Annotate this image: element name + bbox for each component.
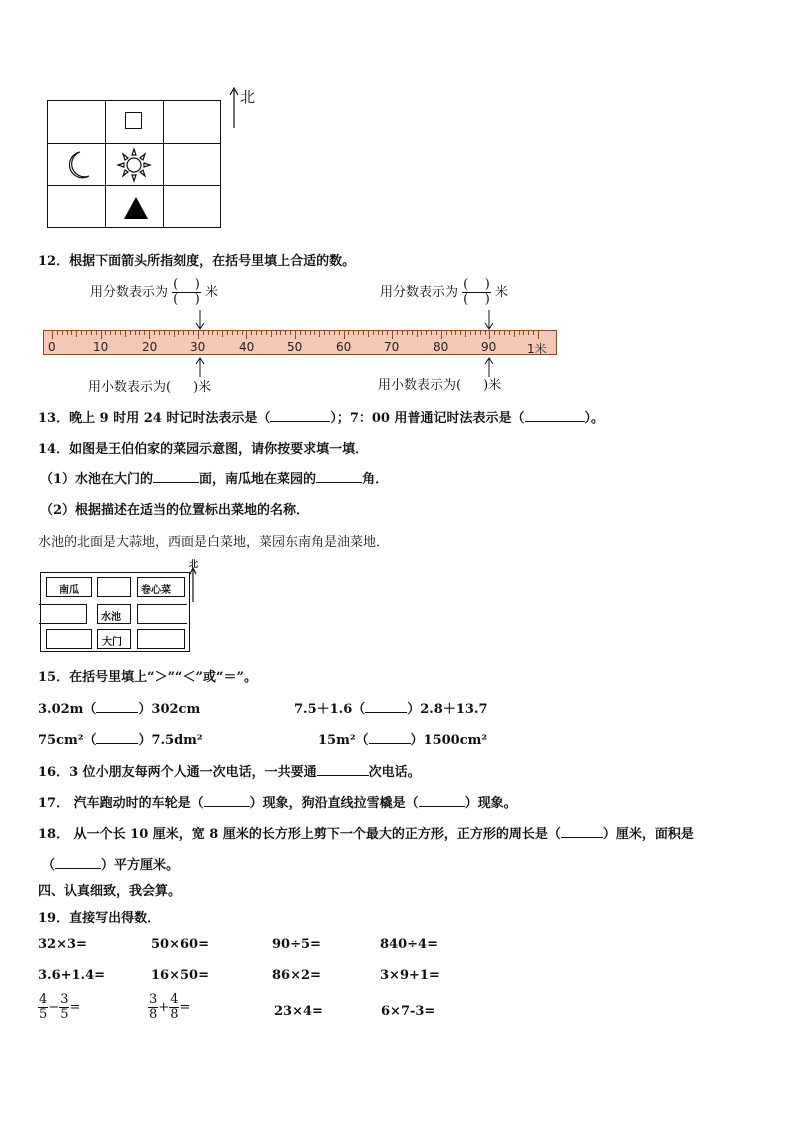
- plot-cabbage: [137, 577, 185, 597]
- ruler-tick: [227, 331, 228, 335]
- calc-item: 23×4=: [274, 1004, 323, 1019]
- q18-text-a: 18． 从一个长 10 厘米，宽 8 厘米的长方形上剪下一个最大的正方形，正方形的周长是（: [38, 827, 561, 842]
- calc-item: 3.6+1.4=: [38, 968, 106, 983]
- q14-sub1-b: 面，南瓜地在菜园的: [199, 472, 317, 487]
- q15-text: ）1500cm²: [410, 733, 488, 748]
- ruler-tick: [71, 331, 72, 335]
- q14-sub2: （2）根据描述在适当的位置标出菜地的名称．: [40, 503, 310, 518]
- frac-operator: −: [48, 1000, 60, 1015]
- moon-icon: [63, 150, 91, 180]
- q18-line1: [38, 823, 694, 842]
- ruler-tick: [139, 331, 140, 335]
- calc-item: 90÷5=: [272, 937, 321, 952]
- ruler-tick: [523, 331, 524, 335]
- ruler-tick: [198, 331, 199, 339]
- ruler-tick: [446, 331, 447, 335]
- q16: [38, 761, 421, 780]
- ruler-tick: [290, 331, 291, 335]
- ruler-label: 30: [190, 340, 206, 354]
- q15-row2-left: [38, 729, 203, 748]
- ruler-tick: [208, 331, 209, 335]
- ruler-tick: [183, 331, 184, 335]
- q16-text-b: 次电话。: [368, 765, 421, 780]
- plot-label: 卷心菜: [141, 585, 171, 596]
- ruler-tick: [222, 331, 223, 337]
- ruler-tick: [261, 331, 262, 335]
- north-arrow-icon: [228, 86, 240, 128]
- ruler-tick: [251, 331, 252, 335]
- ruler: [43, 330, 557, 355]
- q15-text: 7.5＋1.6（: [294, 702, 366, 717]
- q12-prompt: 12．根据下面箭头所指刻度，在括号里填上合适的数。: [38, 254, 356, 269]
- ruler-tick: [115, 331, 116, 335]
- ruler-tick: [494, 331, 495, 335]
- ruler-tick: [91, 331, 92, 335]
- ruler-tick: [62, 331, 63, 335]
- q13-text-c: ）。: [584, 411, 605, 426]
- ruler-tick: [509, 331, 510, 335]
- ruler-tick: [417, 331, 418, 337]
- q15-text: 15m²（: [318, 733, 369, 748]
- ruler-tick: [378, 331, 379, 335]
- grid-cell: [47, 185, 106, 228]
- q17-text-b: ）现象，狗沿直线拉雪橇是（: [249, 796, 419, 811]
- up-arrow-icon: [194, 357, 206, 377]
- dec-unit: )米: [483, 378, 502, 393]
- ruler-tick: [76, 331, 77, 337]
- q17: [38, 792, 517, 811]
- grid-cell: [47, 100, 106, 144]
- q17-text-a: 17． 汽车跑动时的车轮是（: [38, 796, 204, 811]
- ruler-tick: [426, 331, 427, 335]
- q14-blank-2[interactable]: [316, 470, 362, 483]
- q15-blank[interactable]: [365, 700, 407, 713]
- q15-prompt: 15．在括号里填上“＞”“＜”或“＝”。: [38, 670, 257, 685]
- ruler-tick: [431, 331, 432, 335]
- ruler-tick: [397, 331, 398, 335]
- ruler-tick: [480, 331, 481, 335]
- garden-map: [40, 572, 190, 652]
- q14-blank-1[interactable]: [153, 470, 199, 483]
- ruler-tick: [242, 331, 243, 335]
- ruler-tick: [519, 331, 520, 335]
- sun-icon: [115, 147, 153, 183]
- q15-blank[interactable]: [369, 731, 411, 744]
- q13: [38, 407, 604, 426]
- q15-row2-right: [318, 729, 487, 748]
- q18-text-b: ）厘米，面积是: [602, 827, 694, 842]
- ruler-tick: [300, 331, 301, 335]
- ruler-tick: [246, 331, 247, 339]
- ruler-tick: [164, 331, 165, 335]
- q13-text-b: ）；7：00 用普通记时法表示是（: [330, 411, 525, 426]
- ruler-tick: [504, 331, 505, 335]
- square-icon: [125, 112, 142, 129]
- frac-label: 用分数表示为: [90, 285, 169, 300]
- q16-text-a: 16．3 位小朋友每两个人通一次电话，一共要通: [38, 765, 317, 780]
- ruler-tick: [81, 331, 82, 335]
- ruler-tick: [174, 331, 175, 337]
- ruler-tick: [280, 331, 281, 335]
- grid-cell: [163, 100, 221, 144]
- ruler-tick: [154, 331, 155, 335]
- ruler-tick: [125, 331, 126, 337]
- frac-label: 用分数表示为: [380, 285, 459, 300]
- ruler-label: 80: [433, 340, 449, 354]
- calc-item: 50×60=: [151, 937, 209, 952]
- ruler-tick: [86, 331, 87, 335]
- ruler-tick: [363, 331, 364, 335]
- frac-numerator: 3: [60, 992, 69, 1007]
- ruler-tick: [266, 331, 267, 335]
- plot-empty[interactable]: [137, 604, 187, 624]
- calc-fraction-item: [148, 993, 190, 1022]
- ruler-tick: [144, 331, 145, 335]
- q14-sub1-a: （1）水池在大门的: [40, 472, 154, 487]
- ruler-tick: [295, 331, 296, 339]
- ruler-tick: [193, 331, 194, 335]
- frac-unit: 米: [204, 285, 218, 300]
- ruler-tick: [353, 331, 354, 335]
- ruler-tick: [441, 331, 442, 339]
- frac-blank-left[interactable]: $\frac{( )}{( )}$: [173, 277, 200, 307]
- frac-denominator: 8: [149, 1007, 158, 1022]
- ruler-label: 60: [336, 340, 352, 354]
- q13-blank-1[interactable]: [270, 409, 330, 422]
- ruler-tick: [212, 331, 213, 335]
- grid-cell: [163, 143, 221, 186]
- frac-equals: =: [179, 1000, 191, 1015]
- ruler-tick: [130, 331, 131, 335]
- calc-item: 840÷4=: [380, 937, 438, 952]
- q15-blank[interactable]: [96, 731, 138, 744]
- calc-fraction-item: [38, 993, 80, 1022]
- calc-item: 32×3=: [38, 937, 87, 952]
- q14-prompt: 14．如图是王伯伯家的菜园示意图，请你按要求填一填．: [38, 442, 369, 457]
- q18-text-c: （: [42, 858, 56, 873]
- q12-frac-left: [90, 278, 218, 307]
- ruler-tick: [358, 331, 359, 335]
- ruler-tick: [407, 331, 408, 335]
- ruler-tick: [149, 331, 150, 339]
- q15-blank[interactable]: [96, 700, 138, 713]
- ruler-tick: [237, 331, 238, 335]
- plot-empty[interactable]: [97, 577, 131, 597]
- plot-pumpkin: [46, 577, 92, 597]
- frac-denominator: 8: [170, 1007, 179, 1022]
- q14-sub1: [40, 468, 388, 487]
- q14-sub1-c: 角．: [362, 472, 389, 487]
- frac-numerator: 3: [149, 992, 158, 1007]
- q15-text: 3.02m（: [38, 702, 97, 717]
- ruler-tick: [310, 331, 311, 335]
- ruler-tick: [392, 331, 393, 339]
- ruler-tick: [314, 331, 315, 335]
- q12-dec-left: [88, 376, 211, 395]
- ruler-tick: [475, 331, 476, 335]
- ruler-tick: [217, 331, 218, 335]
- direction-grid: [47, 100, 221, 228]
- down-arrow-icon: [194, 310, 206, 330]
- q15-text: 75cm²（: [38, 733, 97, 748]
- ruler-tick: [528, 331, 529, 335]
- ruler-tick: [276, 331, 277, 335]
- ruler-tick: [402, 331, 403, 335]
- ruler-tick: [339, 331, 340, 335]
- ruler-tick: [169, 331, 170, 335]
- plot-empty[interactable]: [46, 629, 92, 649]
- q16-blank[interactable]: [317, 763, 369, 776]
- ruler-tick: [305, 331, 306, 335]
- calc-item: 6×7-3=: [381, 1004, 436, 1019]
- triangle-icon: [123, 196, 149, 220]
- ruler-label: 50: [287, 340, 303, 354]
- ruler-tick: [373, 331, 374, 335]
- ruler-tick: [538, 331, 539, 339]
- ruler-label: 10: [93, 340, 109, 354]
- dec-label: 用小数表示为(: [378, 378, 462, 393]
- ruler-tick: [232, 331, 233, 335]
- frac-numerator: 4: [39, 992, 48, 1007]
- down-arrow-icon: [483, 310, 495, 330]
- q18-text-d: ）平方厘米。: [101, 858, 180, 873]
- plot-empty[interactable]: [137, 629, 185, 649]
- section-4-title: 四、认真细致，我会算。: [38, 884, 182, 899]
- q18-blank-2[interactable]: [55, 856, 101, 869]
- ruler-tick: [412, 331, 413, 335]
- ruler-tick: [489, 331, 490, 339]
- ruler-tick: [470, 331, 471, 335]
- ruler-label: 1米: [527, 342, 547, 356]
- ruler-tick: [319, 331, 320, 337]
- frac-blank-right[interactable]: $\frac{( )}{( )}$: [463, 277, 490, 307]
- dec-label: 用小数表示为(: [88, 380, 172, 395]
- grid-cell: [163, 185, 221, 228]
- q15-row1-left: [38, 698, 200, 717]
- q18-blank-1[interactable]: [561, 825, 603, 838]
- plot-gate: [97, 629, 131, 649]
- q13-text-a: 13．晚上 9 时用 24 时记时法表示是（: [38, 411, 271, 426]
- ruler-tick: [334, 331, 335, 335]
- plot-empty[interactable]: [39, 604, 87, 624]
- north-label: 北: [240, 88, 256, 106]
- q15-text: ）2.8＋13.7: [407, 702, 488, 717]
- ruler-tick: [421, 331, 422, 335]
- ruler-tick: [344, 331, 345, 339]
- ruler-label: 90: [481, 340, 497, 354]
- ruler-tick: [514, 331, 515, 337]
- ruler-label: 0: [48, 340, 56, 354]
- plot-label: 水池: [101, 612, 121, 623]
- ruler-tick: [57, 331, 58, 335]
- ruler-tick: [52, 331, 53, 339]
- ruler-tick: [67, 331, 68, 335]
- ruler-tick: [120, 331, 121, 335]
- plot-label: 大门: [102, 637, 122, 648]
- ruler-tick: [135, 331, 136, 335]
- ruler-tick: [203, 331, 204, 335]
- frac-operator: +: [158, 1000, 170, 1015]
- ruler-tick: [533, 331, 534, 335]
- ruler-tick: [387, 331, 388, 335]
- ruler-tick: [110, 331, 111, 335]
- ruler-tick: [382, 331, 383, 335]
- ruler-tick: [159, 331, 160, 335]
- q13-blank-2[interactable]: [525, 409, 585, 422]
- ruler-tick: [329, 331, 330, 335]
- ruler-tick: [101, 331, 102, 339]
- ruler-tick: [436, 331, 437, 335]
- ruler-tick: [271, 331, 272, 337]
- q12-frac-right: [380, 278, 508, 307]
- plot-pond: [97, 604, 131, 624]
- ruler-tick: [348, 331, 349, 335]
- q18-line2: [42, 854, 179, 873]
- ruler-tick: [368, 331, 369, 337]
- ruler-tick: [455, 331, 456, 335]
- q15-text: ）302cm: [138, 702, 201, 717]
- ruler-tick: [285, 331, 286, 335]
- plot-label: 南瓜: [59, 585, 79, 596]
- ruler-label: 20: [142, 340, 158, 354]
- frac-denominator: 5: [39, 1007, 48, 1022]
- q14-desc: 水池的北面是大蒜地，西面是白菜地，菜园东南角是油菜地．: [38, 535, 390, 550]
- north-arrow-icon: [188, 566, 198, 602]
- ruler-tick: [451, 331, 452, 335]
- frac-denominator: 5: [60, 1007, 69, 1022]
- ruler-label: 40: [239, 340, 255, 354]
- ruler-tick: [485, 331, 486, 335]
- q17-blank-1[interactable]: [204, 794, 250, 807]
- ruler-tick: [178, 331, 179, 335]
- north-label: 北: [189, 560, 199, 570]
- q15-row1-right: [294, 698, 488, 717]
- calc-item: 86×2=: [272, 968, 321, 983]
- ruler-label: 70: [384, 340, 400, 354]
- calc-item: 16×50=: [151, 968, 209, 983]
- ruler-tick: [96, 331, 97, 335]
- calc-item: 3×9+1=: [380, 968, 440, 983]
- ruler-tick: [256, 331, 257, 335]
- ruler-tick: [105, 331, 106, 335]
- q12-dec-right: [378, 374, 501, 393]
- ruler-tick: [188, 331, 189, 335]
- frac-numerator: 4: [170, 992, 179, 1007]
- q17-blank-2[interactable]: [419, 794, 465, 807]
- q17-text-c: ）现象。: [464, 796, 517, 811]
- q19-prompt: 19．直接写出得数．: [38, 911, 161, 926]
- ruler-tick: [324, 331, 325, 335]
- q15-text: ）7.5dm²: [138, 733, 203, 748]
- frac-unit: 米: [494, 285, 508, 300]
- dec-unit: )米: [193, 380, 212, 395]
- ruler-tick: [460, 331, 461, 335]
- ruler-tick: [499, 331, 500, 335]
- frac-equals: =: [69, 1000, 81, 1015]
- ruler-tick: [465, 331, 466, 337]
